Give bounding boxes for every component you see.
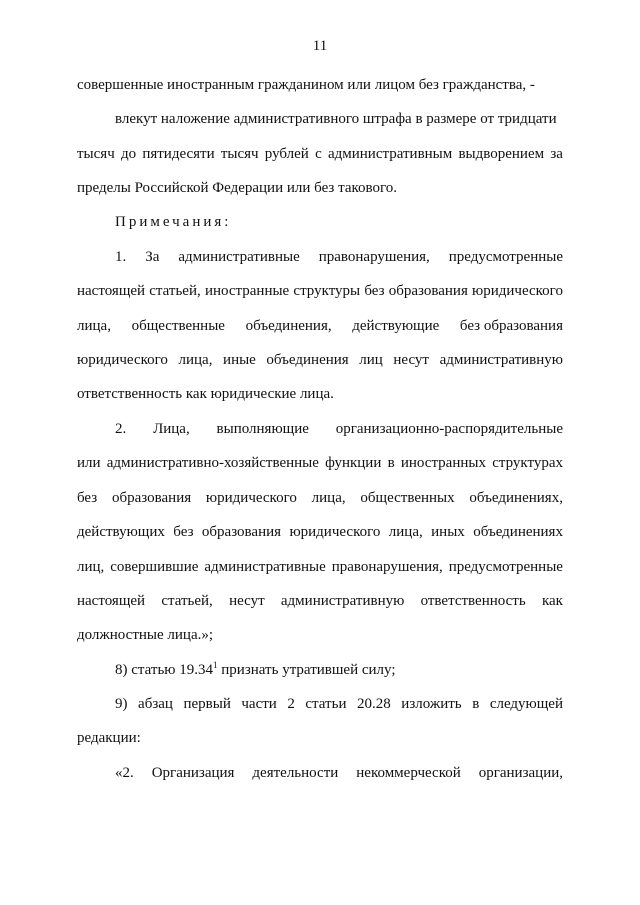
note-1-line-2 — [77, 281, 563, 301]
word: образования — [388, 283, 468, 299]
word: 20.28 — [357, 696, 391, 712]
word: в — [387, 455, 395, 471]
notes-heading: Примечания: — [115, 214, 232, 230]
word: иные — [223, 352, 256, 368]
word: в — [472, 696, 480, 712]
word: административную — [280, 593, 405, 609]
note-2-line-4 — [77, 522, 563, 542]
word: объединениях — [473, 524, 563, 540]
word: некоммерческой — [356, 765, 461, 781]
word: структурах — [492, 455, 563, 471]
word: лица, — [388, 524, 423, 540]
text-line-4: пределы Российской Федерации или без такового. — [77, 180, 398, 196]
word: статьи — [305, 696, 347, 712]
word: действующих — [77, 524, 165, 540]
word: настоящей — [77, 593, 146, 609]
word: как — [541, 593, 563, 609]
note-1-line-5: ответственность как юридические лица. — [77, 386, 334, 402]
word: лиц — [359, 352, 383, 368]
word: тысяч — [220, 146, 259, 162]
word: объединения — [266, 352, 349, 368]
word: статьей, — [161, 593, 213, 609]
note-2-line-6 — [77, 591, 563, 611]
page-number: 11 — [312, 38, 328, 54]
word: иностранных — [400, 455, 486, 471]
word: административно-хозяйственные — [106, 455, 319, 471]
word: рублей — [264, 146, 309, 162]
word: за — [550, 146, 563, 162]
word: предусмотренные — [448, 249, 563, 265]
word: совершившие — [110, 559, 199, 575]
word: образования — [112, 490, 192, 506]
note-2-line-1 — [115, 419, 563, 439]
text-line-1: совершенные иностранным гражданином или лицом без гражданства, - — [77, 77, 535, 93]
word: с — [315, 146, 322, 162]
word: организационно-распорядительные — [335, 421, 563, 437]
word: иностранные — [204, 283, 290, 299]
note-2-line-5 — [77, 557, 563, 577]
word: организации, — [478, 765, 563, 781]
word: административную — [439, 352, 563, 368]
quote-line-1 — [115, 763, 563, 783]
word: или — [77, 455, 101, 471]
word: общественных — [360, 490, 455, 506]
text-line-3 — [77, 144, 563, 164]
item-8 — [115, 660, 563, 680]
word: без — [77, 490, 98, 506]
word: образования — [201, 524, 282, 540]
word: Лица, — [153, 421, 190, 437]
word: Организация — [151, 765, 235, 781]
word: административным — [327, 146, 453, 162]
word: юридического — [472, 283, 563, 299]
word: юридического — [77, 352, 168, 368]
word: ответственность — [420, 593, 526, 609]
word: части — [241, 696, 277, 712]
word: выдворением — [458, 146, 545, 162]
word: до — [120, 146, 137, 162]
word: выполняющие — [216, 421, 309, 437]
word: действующие — [352, 318, 440, 334]
text-line-2: влекут наложение административного штрафа в размере от тридцати — [115, 111, 557, 127]
word: 1. — [115, 249, 127, 265]
note-2-line-3 — [77, 488, 563, 508]
word: лиц, — [77, 559, 105, 575]
note-2-line-7: должностные лица.»; — [77, 627, 214, 643]
word: абзац — [138, 696, 173, 712]
word: несут — [229, 593, 265, 609]
item-9-line-1 — [115, 694, 563, 714]
word: настоящей — [77, 283, 146, 299]
word: функции — [325, 455, 382, 471]
word: иных — [431, 524, 465, 540]
word: следующей — [489, 696, 563, 712]
item-8-text-end: признать утратившей силу; — [217, 662, 396, 678]
word: статьей, — [149, 283, 201, 299]
item-8-text: 8) статью 19.34 — [115, 662, 214, 678]
word: юридического — [205, 490, 297, 506]
note-2-line-2 — [77, 453, 563, 473]
word: правонарушения, — [331, 559, 443, 575]
item-9-line-2: редакции: — [77, 730, 141, 746]
note-1-line-1 — [115, 247, 563, 267]
word: несут — [393, 352, 429, 368]
word: деятельности — [252, 765, 339, 781]
word: предусмотренные — [448, 559, 563, 575]
word: юридического — [289, 524, 381, 540]
word: административные — [204, 559, 326, 575]
word: объединения, — [245, 318, 332, 334]
word: лица, — [311, 490, 346, 506]
word: структуры — [293, 283, 361, 299]
word: 2. — [115, 421, 127, 437]
word: 2 — [287, 696, 295, 712]
word: первый — [183, 696, 231, 712]
word: 9) — [115, 696, 128, 712]
word: административные — [178, 249, 300, 265]
superscript: 1 — [213, 660, 218, 670]
word: За — [145, 249, 160, 265]
word: без — [173, 524, 194, 540]
word: объединениях, — [469, 490, 563, 506]
word: «2. — [115, 765, 134, 781]
word: пятидесяти — [142, 146, 215, 162]
word: общественные — [131, 318, 225, 334]
note-1-line-3 — [77, 316, 563, 336]
word: изложить — [401, 696, 462, 712]
word: лица, — [77, 318, 111, 334]
note-1-line-4 — [77, 350, 563, 370]
word: тысяч — [77, 146, 115, 162]
word: правонарушения, — [318, 249, 430, 265]
word: без образования — [459, 318, 563, 334]
word: без — [364, 283, 385, 299]
word: лица, — [178, 352, 213, 368]
